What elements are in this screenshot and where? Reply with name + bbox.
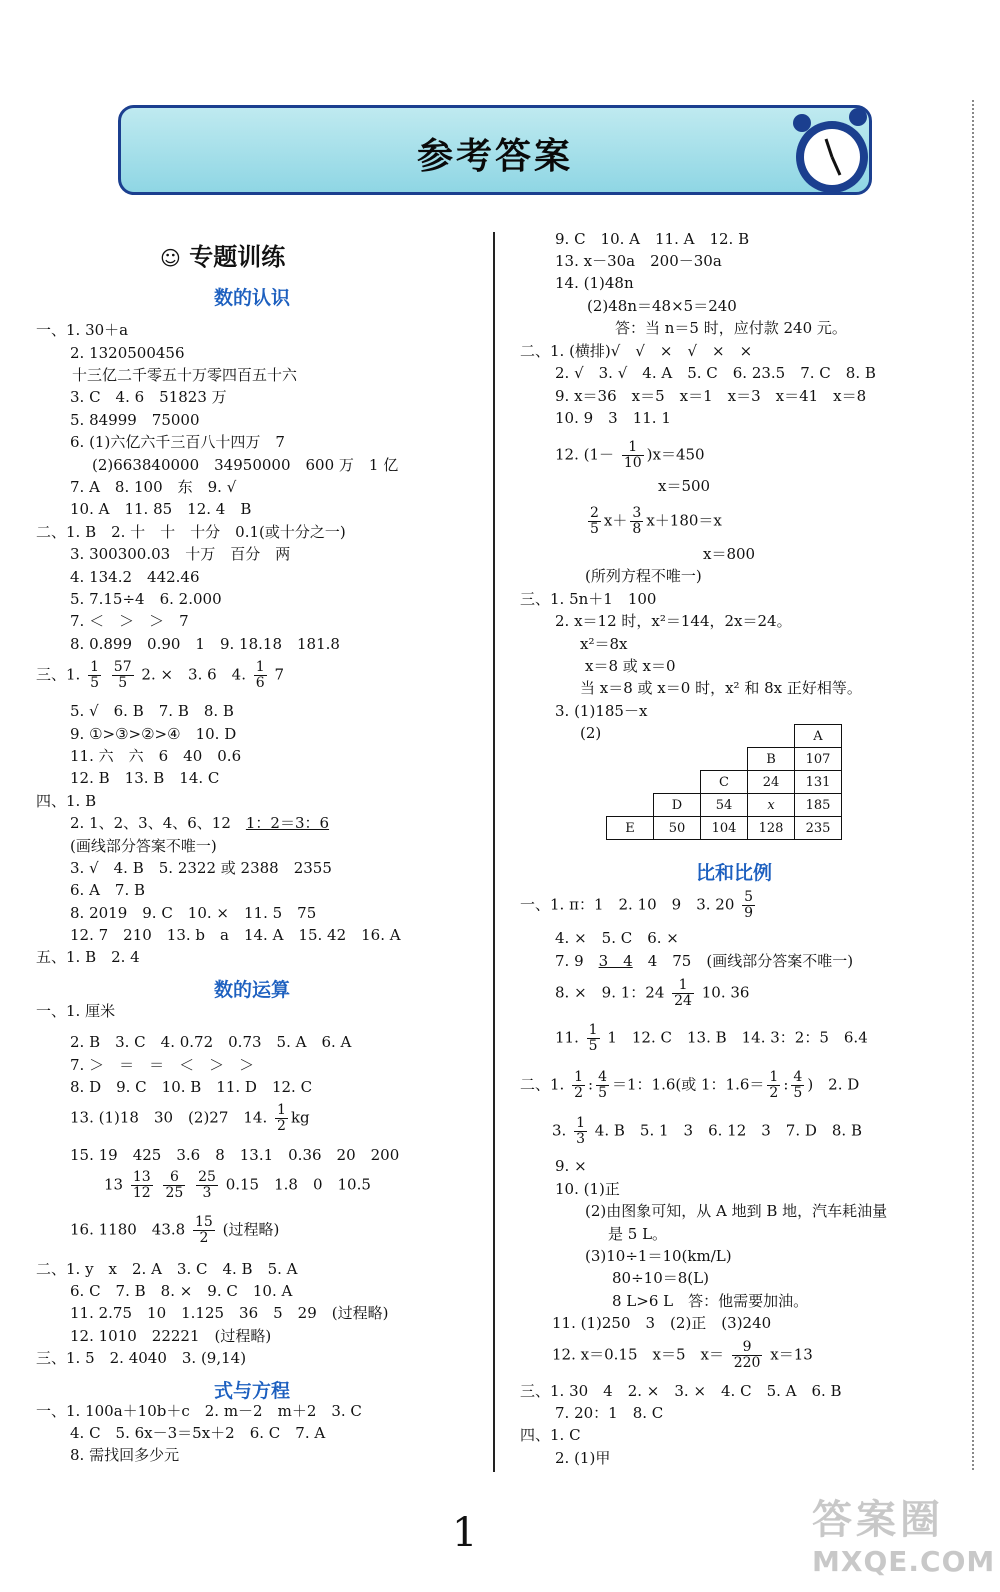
answer-line: 2. 1、2、3、4、6、12 1：2＝3：6 xyxy=(70,814,330,832)
answer-line: 5. √ 6. B 7. B 8. B xyxy=(70,702,234,720)
watermark-logo: 答案圈 MXQE.COM xyxy=(812,1497,996,1578)
fraction: $\frac{13}{12}$ xyxy=(132,1169,151,1201)
answer-line: 二、1. B 2. 十 十 十分 0.1(或十分之一) xyxy=(36,523,346,541)
fraction: $\frac{6}{25}$ xyxy=(165,1169,184,1201)
answer-line: 8. 2019 9. C 10. × 11. 5 75 xyxy=(70,904,317,922)
answer-line: 80÷10＝8(L) xyxy=(612,1269,709,1287)
answer-line: 一、1. 100a＋10b＋c 2. m－2 m＋2 3. C xyxy=(36,1402,362,1420)
answer-line: 12. B 13. B 14. C xyxy=(70,769,220,787)
answer-line: 五、1. B 2. 4 xyxy=(36,948,140,966)
answer-line: 三、1. 5n＋1 100 xyxy=(520,590,657,608)
answer-line: 14. (1)48n xyxy=(555,274,634,292)
fraction: $\frac{2}{5}$ xyxy=(590,505,599,537)
fraction: $\frac{4}{5}$ xyxy=(598,1069,607,1101)
heading-num-operation: 数的运算 xyxy=(213,979,290,1001)
title-banner xyxy=(118,105,872,195)
table-cell: 54 xyxy=(701,794,748,817)
answer-line: 二、1. (横排)√ √ × √ × × xyxy=(520,342,753,360)
answer-line: 6. C 7. B 8. × 9. C 10. A xyxy=(70,1282,293,1300)
table-cell: C xyxy=(701,771,748,794)
answer-line: 3. 300300.03 十万 百分 两 xyxy=(70,545,291,563)
table-cell: 235 xyxy=(795,817,842,840)
table-cell: 104 xyxy=(701,817,748,840)
answer-line: 3. √ 4. B 5. 2322 或 2388 2355 xyxy=(70,859,332,877)
answer-line: 8 L>6 L 答：他需要加油。 xyxy=(612,1292,809,1310)
fraction: $\frac{15}{2}$ xyxy=(194,1214,213,1246)
answer-line: 4. C 5. 6x－3＝5x＋2 6. C 7. A xyxy=(70,1424,326,1442)
answer-line: 一、1. 厘米 xyxy=(36,1002,116,1020)
answer-line: x＝500 xyxy=(658,477,711,495)
banner-title: 参考答案 xyxy=(416,136,573,177)
answer-line: 12. 1010 22221 (过程略) xyxy=(70,1327,272,1345)
answer-line-fractions: 12. x＝0.15 x＝5 x＝ $\frac{9}{220}$ x＝13 xyxy=(552,1339,813,1371)
answer-line: 9. ①>③>②>④ 10. D xyxy=(70,725,237,743)
answer-line: 三、1. 30 4 2. × 3. × 4. C 5. A 6. B xyxy=(520,1382,842,1400)
heading-expr-equation: 式与方程 xyxy=(213,1380,290,1402)
fraction: $\frac{1}{2}$ xyxy=(574,1069,584,1101)
answer-line: (3)10÷1＝10(km/L) xyxy=(585,1247,732,1265)
answer-line: 13. x－30a 200－30a xyxy=(555,252,722,270)
answer-line: x²＝8x xyxy=(580,635,628,653)
answer-line-fractions: 11. $\frac{1}{5}$ 1 12. C 13. B 14. 3：2：5 6.4 xyxy=(555,1022,868,1054)
table-cell: 24 xyxy=(748,771,795,794)
answer-line-fractions: $\frac{2}{5}$ x＋ $\frac{3}{8}$ x＋180＝x xyxy=(590,505,722,537)
table-cell: 107 xyxy=(795,748,842,771)
answer-line-fractions: 二、1. $\frac{1}{2}$ : $\frac{4}{5}$ ＝1：1.6(或 1：1.6＝ $\frac{1}{2}$ : $\frac{4}{5}$ ) 2. D xyxy=(520,1069,860,1101)
answer-line-fractions: 16. 1180 43.8 $\frac{15}{2}$ (过程略) xyxy=(70,1214,280,1246)
fraction: $\frac{1}{6}$ xyxy=(255,659,265,691)
answer-line: (所列方程不唯一) xyxy=(585,567,702,585)
answer-line: 5. 7.15÷4 6. 2.000 xyxy=(70,590,222,608)
table-cell: 50 xyxy=(654,817,701,840)
answer-line: 11. 六 六 6 40 0.6 xyxy=(70,747,242,765)
answer-line: (2)由图象可知，从 A 地到 B 地，汽车耗油量 xyxy=(585,1202,888,1220)
answer-line: 11. (1)250 3 (2)正 (3)240 xyxy=(552,1314,772,1332)
staircase-table xyxy=(606,724,842,840)
answer-line-fractions: 13 $\frac{13}{12}$ $\frac{6}{25}$ $\frac{25}{3}$ 0.15 1.8 0 10.5 xyxy=(104,1169,371,1201)
fraction: $\frac{25}{3}$ xyxy=(198,1169,216,1201)
heading-num-recognition: 数的认识 xyxy=(213,287,290,309)
answer-line: (2) xyxy=(580,724,602,742)
person-icon: ☺ xyxy=(160,246,181,270)
fraction: $\frac{4}{5}$ xyxy=(793,1069,803,1101)
answer-line: 12. 7 210 13. b a 14. A 15. 42 16. A xyxy=(70,926,401,944)
answer-line: 10. 9 3 11. 1 xyxy=(555,409,671,427)
answer-line: 3. C 4. 6 51823 万 xyxy=(70,388,227,406)
table-cell: 131 xyxy=(795,771,842,794)
table-cell: 128 xyxy=(748,817,795,840)
fraction: $\frac{57}{5}$ xyxy=(113,659,132,691)
answer-line: 4. 134.2 442.46 xyxy=(70,568,200,586)
answer-line: x＝800 xyxy=(703,545,756,563)
fraction: $\frac{1}{5}$ xyxy=(90,659,100,691)
answer-line: 7. ＜ ＞ ＞ 7 xyxy=(70,612,189,630)
answer-line: 8. 0.899 0.90 1 9. 18.18 181.8 xyxy=(70,635,340,653)
answer-line-fractions: 三、1. $\frac{1}{5}$ $\frac{57}{5}$ 2. × 3. 6 4. $\frac{1}{6}$ 7 xyxy=(36,659,285,691)
answer-line: (画线部分答案不唯一) xyxy=(70,837,217,855)
answer-line: 6. (1)六亿六千三百八十四万 7 xyxy=(70,433,285,451)
answer-line: 2. x＝12 时，x²＝144，2x＝24。 xyxy=(555,612,792,630)
answer-line: 答：当 n＝5 时，应付款 240 元。 xyxy=(615,319,847,337)
answer-line-fractions: 13. (1)18 30 (2)27 14. $\frac{1}{2}$ kg xyxy=(70,1102,310,1134)
section-title: ☺ 专题训练 xyxy=(160,243,286,271)
answer-line: 2. (1)甲 xyxy=(555,1449,611,1467)
answer-line: (2)48n＝48×5＝240 xyxy=(587,297,737,315)
fraction: $\frac{1}{24}$ xyxy=(674,977,692,1009)
clock-icon xyxy=(780,105,880,197)
table-cell: A xyxy=(795,725,842,748)
answer-line: 4. × 5. C 6. × xyxy=(555,929,679,947)
answer-line: 7. 20：1 8. C xyxy=(555,1404,664,1422)
answer-line: 四、1. C xyxy=(520,1426,581,1444)
answer-line: 8. 需找回多少元 xyxy=(70,1446,180,1464)
answer-line: 2. B 3. C 4. 0.72 0.73 5. A 6. A xyxy=(70,1033,352,1051)
answer-line: 二、1. y x 2. A 3. C 4. B 5. A xyxy=(36,1260,298,1278)
answer-line: 3. (1)185－x xyxy=(555,702,648,720)
answer-line: 当 x＝8 或 x＝0 时，x² 和 8x 正好相等。 xyxy=(580,679,862,697)
table-cell: E xyxy=(607,817,654,840)
answer-line: 11. 2.75 10 1.125 36 5 29 (过程略) xyxy=(70,1304,389,1322)
answer-line: 7. A 8. 100 东 9. √ xyxy=(70,478,237,496)
answer-line-fractions: 12. (1－ $\frac{1}{10}$ )x＝450 xyxy=(555,439,705,471)
answer-line: 一、1. 30＋a xyxy=(36,321,129,339)
answer-line: 10. (1)正 xyxy=(555,1180,620,1198)
answer-line: 2. 1320500456 xyxy=(70,344,185,362)
table-cell: B xyxy=(748,748,795,771)
fraction: $\frac{9}{220}$ xyxy=(733,1339,761,1371)
answer-line: 8. D 9. C 10. B 11. D 12. C xyxy=(70,1078,313,1096)
answer-line: (2)663840000 34950000 600 万 1 亿 xyxy=(92,456,399,474)
answer-line-fractions: 3. $\frac{1}{3}$ 4. B 5. 1 3 6. 12 3 7. D 8. B xyxy=(552,1115,862,1147)
page-edge-dotted-line xyxy=(972,100,974,1470)
answer-line: 10. A 11. 85 12. 4 B xyxy=(70,500,252,518)
answer-line: 5. 84999 75000 xyxy=(70,411,200,429)
table-cell: D xyxy=(654,794,701,817)
answer-line: 6. A 7. B xyxy=(70,881,146,899)
answer-line: 十三亿二千零五十万零四百五十六 xyxy=(72,366,298,384)
fraction: $\frac{1}{3}$ xyxy=(576,1115,586,1147)
answer-line: 四、1. B xyxy=(36,792,97,810)
fraction: $\frac{1}{2}$ xyxy=(769,1069,779,1101)
answer-line: 9. C 10. A 11. A 12. B xyxy=(555,230,750,248)
answer-line: 7. ＞ ＝ ＝ ＜ ＞ ＞ xyxy=(70,1056,255,1074)
heading-ratio: 比和比例 xyxy=(695,862,772,884)
answer-line: 是 5 L。 xyxy=(608,1225,668,1243)
page-number: 1 xyxy=(452,1510,478,1556)
answer-line-fractions: 8. × 9. 1：24 $\frac{1}{24}$ 10. 36 xyxy=(555,977,750,1009)
answer-line: 15. 19 425 3.6 8 13.1 0.36 20 200 xyxy=(70,1146,400,1164)
table-cell: x xyxy=(748,794,795,817)
fraction: $\frac{3}{8}$ xyxy=(632,505,642,537)
column-divider xyxy=(493,232,495,1472)
fraction: $\frac{1}{10}$ xyxy=(623,439,642,471)
answer-line: 9. × xyxy=(555,1157,587,1175)
fraction: $\frac{1}{5}$ xyxy=(588,1022,598,1054)
answer-line: 7. 9 3 4 4 75 (画线部分答案不唯一) xyxy=(555,952,854,970)
fraction: $\frac{5}{9}$ xyxy=(744,889,754,921)
table-cell: 185 xyxy=(795,794,842,817)
answer-line: 2. √ 3. √ 4. A 5. C 6. 23.5 7. C 8. B xyxy=(555,364,876,382)
answer-line-fractions: 一、1. π：1 2. 10 9 3. 20 $\frac{5}{9}$ xyxy=(520,889,754,921)
answer-line: 9. x＝36 x＝5 x＝1 x＝3 x＝41 x＝8 xyxy=(555,387,867,405)
answer-line: x＝8 或 x＝0 xyxy=(585,657,676,675)
answer-line: 三、1. 5 2. 4040 3. (9,14) xyxy=(36,1349,247,1367)
fraction: $\frac{1}{2}$ xyxy=(277,1102,286,1134)
